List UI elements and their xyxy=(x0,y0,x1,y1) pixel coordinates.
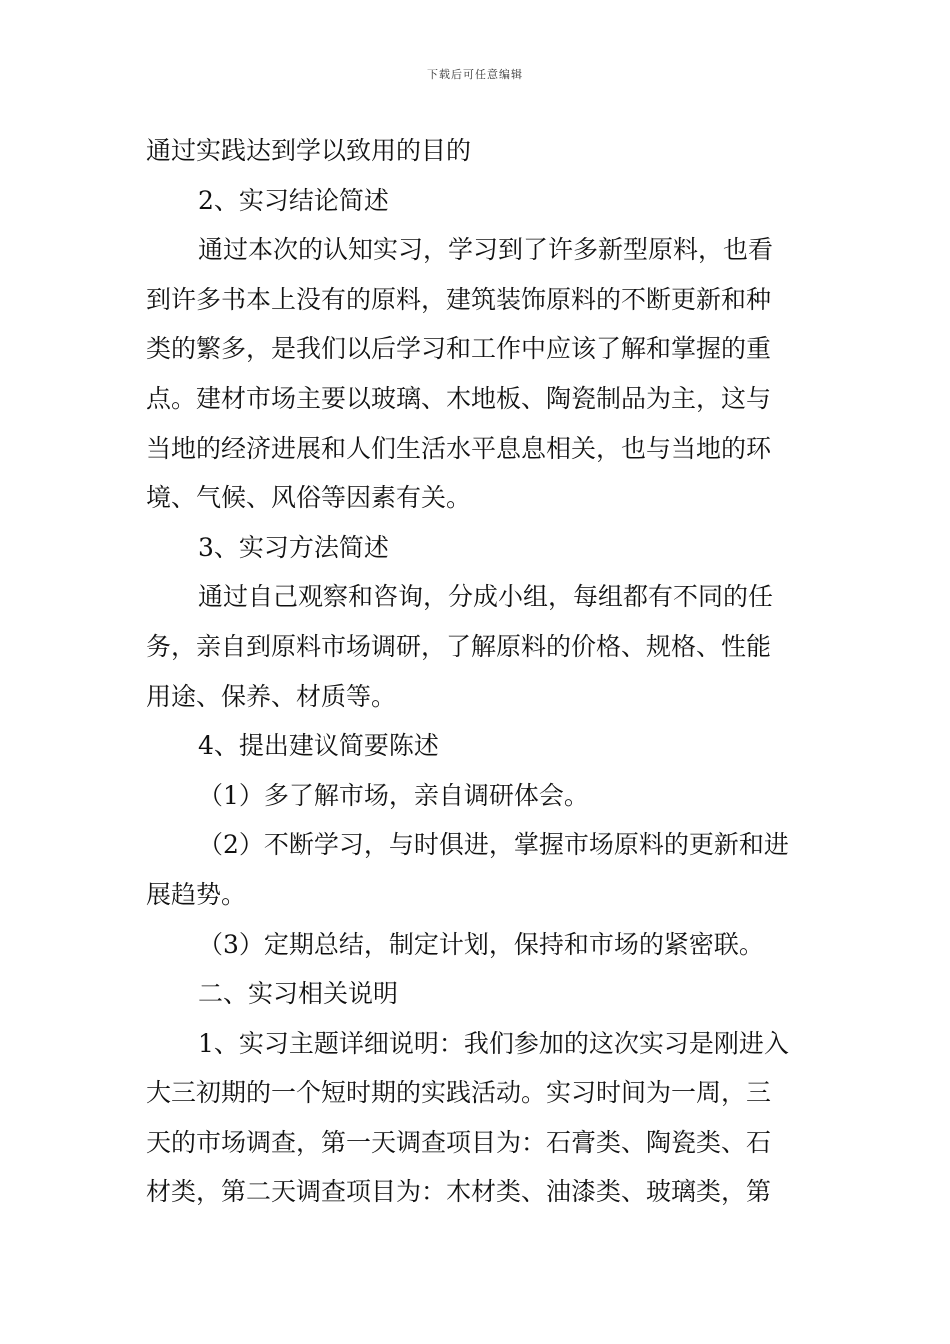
section-heading: 2、实习结论简述 xyxy=(198,185,389,215)
text-line: 展趋势。 xyxy=(146,879,247,909)
section-heading: 4、提出建议简要陈述 xyxy=(198,731,439,761)
page-header-note: 下载后可任意编辑 xyxy=(427,68,523,81)
text-line: 务，亲自到原料市场调研，了解原料的价格、规格、性能 xyxy=(146,631,772,661)
text-line: 材类，第二天调查项目为：木材类、油漆类、玻璃类，第 xyxy=(146,1177,772,1207)
list-item: （3）定期总结，制定计划，保持和市场的紧密联。 xyxy=(198,929,764,959)
text-line: 用途、保养、材质等。 xyxy=(146,681,397,711)
text-line: 通过本次的认知实习，学习到了许多新型原料，也看 xyxy=(198,235,774,265)
text-line: 天的市场调查，第一天调查项目为：石膏类、陶瓷类、石 xyxy=(146,1127,772,1157)
section-heading: 二、实习相关说明 xyxy=(198,979,399,1009)
text-line: 境、气候、风俗等因素有关。 xyxy=(146,483,472,513)
document-body xyxy=(146,126,806,1217)
text-line: 大三初期的一个短时期的实践活动。实习时间为一周，三 xyxy=(146,1078,772,1108)
text-line: 1、实习主题详细说明：我们参加的这次实习是刚进入 xyxy=(198,1028,789,1058)
section-heading: 3、实习方法简述 xyxy=(198,532,389,562)
text-line: 通过自己观察和咨询，分成小组，每组都有不同的任 xyxy=(198,582,774,612)
text-line: 通过实践达到学以致用的目的 xyxy=(146,136,472,165)
text-line: 类的繁多，是我们以后学习和工作中应该了解和掌握的重 xyxy=(146,334,772,364)
text-line: 点。建材市场主要以玻璃、木地板、陶瓷制品为主，这与 xyxy=(146,383,772,413)
list-item: （2）不断学习，与时俱进，掌握市场原料的更新和进 xyxy=(198,830,789,860)
list-item: （1）多了解市场，亲自调研体会。 xyxy=(198,780,589,810)
text-line: 当地的经济进展和人们生活水平息息相关，也与当地的环 xyxy=(146,433,772,463)
text-line: 到许多书本上没有的原料，建筑装饰原料的不断更新和种 xyxy=(146,284,772,314)
